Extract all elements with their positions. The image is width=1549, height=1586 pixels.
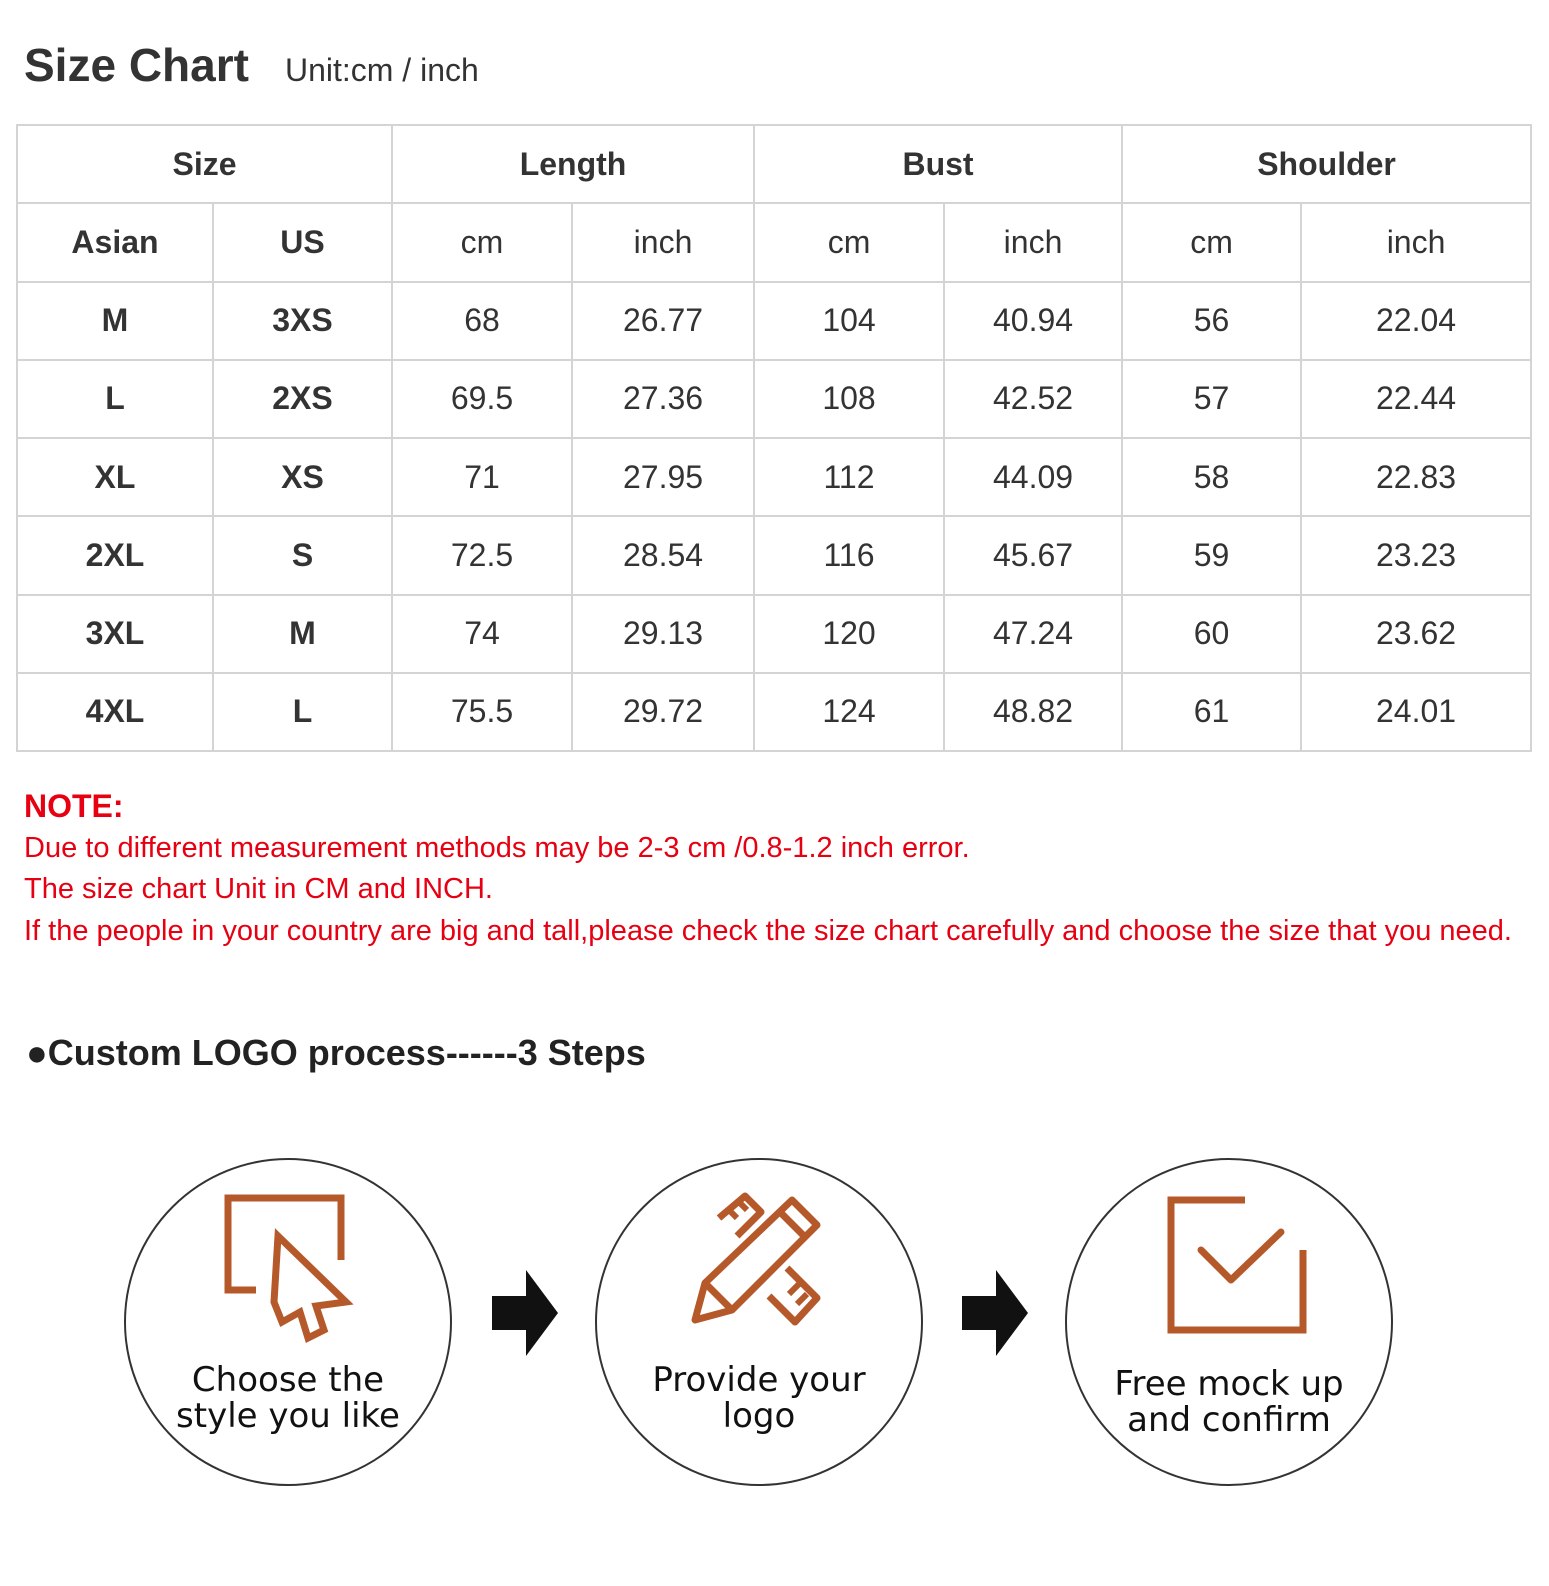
subheader-us: US [213,203,392,281]
cell-length-inch: 29.72 [572,673,754,751]
cell-length-inch: 27.95 [572,438,754,516]
note-line: The size chart Unit in CM and INCH. [24,873,493,905]
cell-length-cm: 75.5 [392,673,572,751]
cell-bust-cm: 116 [754,516,944,594]
cell-shoulder-inch: 22.04 [1301,282,1531,360]
cell-bust-cm: 120 [754,595,944,673]
cell-shoulder-inch: 24.01 [1301,673,1531,751]
table-row [17,673,1531,751]
group-header-size: Size [17,125,392,203]
cell-us: M [213,595,392,673]
cell-shoulder-cm: 57 [1122,360,1301,438]
logo-process-steps [0,1158,1549,1498]
cell-us: L [213,673,392,751]
cell-bust-inch: 48.82 [944,673,1122,751]
cell-us: XS [213,438,392,516]
arrow-right-icon [960,1268,1030,1358]
cell-shoulder-cm: 60 [1122,595,1301,673]
cursor-select-icon [216,1190,366,1350]
cell-length-cm: 69.5 [392,360,572,438]
logo-process-heading: ●Custom LOGO process------3 Steps [26,1032,646,1073]
cell-us: S [213,516,392,594]
cell-bust-cm: 104 [754,282,944,360]
cell-bust-cm: 112 [754,438,944,516]
page-title: Size Chart [24,39,249,91]
cell-length-inch: 27.36 [572,360,754,438]
cell-asian: XL [17,438,213,516]
cell-asian: 2XL [17,516,213,594]
cell-shoulder-cm: 59 [1122,516,1301,594]
step-label [597,1362,921,1434]
subheader-asian: Asian [17,203,213,281]
cell-shoulder-inch: 23.23 [1301,516,1531,594]
step-choose-style [124,1158,452,1486]
cell-shoulder-inch: 22.83 [1301,438,1531,516]
table-row [17,595,1531,673]
cell-bust-inch: 42.52 [944,360,1122,438]
cell-asian: 4XL [17,673,213,751]
step-label-line1: Free mock up [1114,1364,1344,1404]
step-provide-logo [595,1158,923,1486]
cell-length-cm: 68 [392,282,572,360]
unit-label: Unit:cm / inch [284,52,479,88]
size-table [16,124,1532,752]
arrow-right-icon [490,1268,560,1358]
cell-length-inch: 26.77 [572,282,754,360]
note-block [24,786,1524,952]
step-label-line2: style you like [176,1396,400,1436]
cell-us: 2XS [213,360,392,438]
subheader-length-inch: inch [572,203,754,281]
cell-shoulder-cm: 61 [1122,673,1301,751]
cell-length-inch: 28.54 [572,516,754,594]
subheader-row [17,203,1531,281]
group-header-row [17,125,1531,203]
step-label [126,1362,450,1434]
group-header-bust: Bust [754,125,1122,203]
cell-asian: L [17,360,213,438]
step-label-line1: Choose the [191,1360,385,1400]
step-label-line1: Provide your [652,1360,866,1400]
checkbox-icon [1163,1192,1313,1342]
cell-asian: M [17,282,213,360]
cell-bust-inch: 44.09 [944,438,1122,516]
cell-length-inch: 29.13 [572,595,754,673]
cell-shoulder-inch: 23.62 [1301,595,1531,673]
table-row [17,438,1531,516]
subheader-shoulder-inch: inch [1301,203,1531,281]
note-title: NOTE: [24,788,124,824]
cell-shoulder-cm: 56 [1122,282,1301,360]
subheader-length-cm: cm [392,203,572,281]
note-line: If the people in your country are big and tall,please check the size chart carefully and choose the size that you need. [24,914,1512,947]
step-label [1067,1366,1391,1438]
step-label-line2: and confirm [1127,1400,1331,1440]
group-header-shoulder: Shoulder [1122,125,1531,203]
cell-length-cm: 72.5 [392,516,572,594]
cell-length-cm: 71 [392,438,572,516]
cell-length-cm: 74 [392,595,572,673]
table-row [17,360,1531,438]
table-row [17,282,1531,360]
cell-asian: 3XL [17,595,213,673]
note-line: Due to different measurement methods may be 2-3 cm /0.8-1.2 inch error. [24,831,970,864]
cell-bust-inch: 45.67 [944,516,1122,594]
cell-bust-cm: 124 [754,673,944,751]
step-mock-up [1065,1158,1393,1486]
step-label-line2: logo [722,1396,796,1436]
pencil-ruler-icon [677,1190,847,1340]
subheader-bust-cm: cm [754,203,944,281]
title-row [24,38,479,92]
cell-bust-inch: 40.94 [944,282,1122,360]
table-row [17,516,1531,594]
subheader-shoulder-cm: cm [1122,203,1301,281]
subheader-bust-inch: inch [944,203,1122,281]
cell-shoulder-inch: 22.44 [1301,360,1531,438]
cell-us: 3XS [213,282,392,360]
group-header-length: Length [392,125,754,203]
cell-bust-inch: 47.24 [944,595,1122,673]
cell-shoulder-cm: 58 [1122,438,1301,516]
cell-bust-cm: 108 [754,360,944,438]
